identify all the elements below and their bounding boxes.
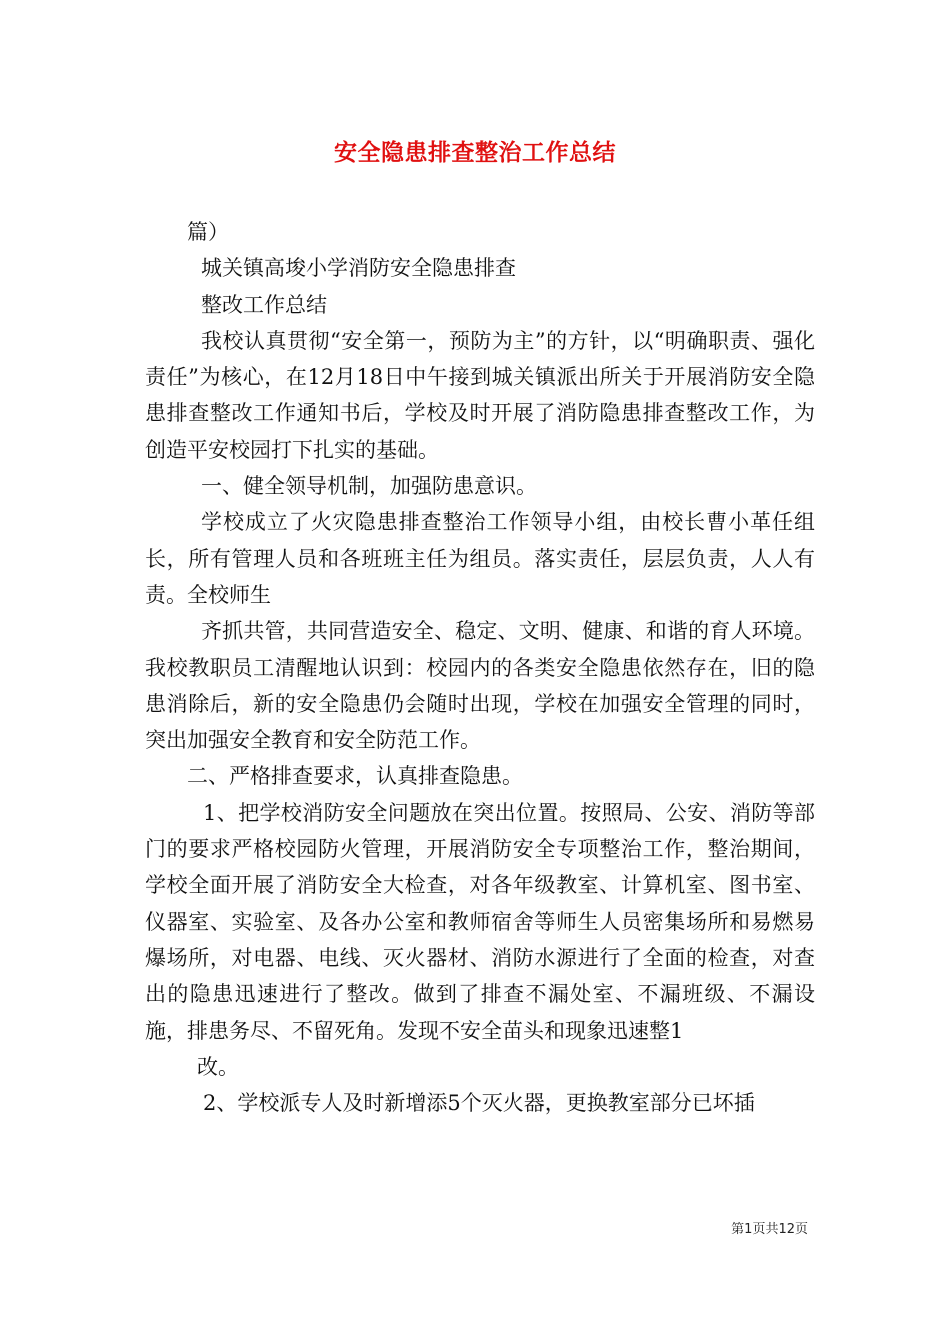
paragraph-intro: 我校认真贯彻“安全第一，预防为主”的方针，以“明确职责、强化责任”为核心，在12月18日中午接到城关镇派出所关于开展消防安全隐患排查整改工作通知书后，学校及时开展了消防隐患排查整改工作，为创造平安校园打下扎实的基础。 — [145, 328, 815, 462]
document-title: 安全隐患排查整治工作总结 — [334, 139, 616, 166]
paragraph-school-title-line1: 城关镇高埈小学消防安全隐患排查 — [201, 256, 516, 281]
paragraph-leadership: 学校成立了火灾隐患排查整治工作领导小组，由校长曹小革任组长，所有管理人员和各班班主任为组员。落实责任，层层负责，人人有责。全校师生 — [145, 510, 815, 607]
paragraph-item-1: 1、把学校消防安全问题放在突出位置。按照局、公安、消防等部门的要求严格校园防火管理，开展消防安全专项整治工作，整治期间，学校全面开展了消防安全大检查，对各年级教室、计算机室、图书室、仪器室、实验室、及各办公室和教师宿舍等师生人员密集场所和易燃易爆场所，对电器、电线、灭火器材、消防水源进行了全面的检查，对查出的隐患迅速进行了整改。做到了排查不漏处室、不漏班级、不漏设施，排患务尽、不留死角。发现不安全苗头和现象迅速整1 — [145, 800, 815, 1043]
paragraph-item-2: 2、学校派专人及时新增添5个灭火器，更换教室部分已坏插 — [203, 1091, 755, 1116]
page-number: 第1页共12页 — [731, 1222, 808, 1237]
paragraph-cooperation: 齐抓共管，共同营造安全、稳定、文明、健康、和谐的育人环境。我校教职员工清醒地认识到：校园内的各类安全隐患依然存在，旧的隐患消除后，新的安全隐患仍会随时出现，学校在加强安全管理的同时，突出加强安全教育和安全防范工作。 — [145, 619, 815, 753]
paragraph-section-note: 篇） — [187, 220, 229, 244]
paragraph-heading-1: 一、健全领导机制，加强防患意识。 — [201, 474, 537, 499]
document-body — [145, 210, 815, 1121]
paragraph-item-1-end: 改。 — [197, 1054, 239, 1079]
paragraph-heading-2: 二、严格排查要求，认真排查隐患。 — [187, 764, 523, 789]
paragraph-school-title-line2: 整改工作总结 — [201, 292, 327, 317]
